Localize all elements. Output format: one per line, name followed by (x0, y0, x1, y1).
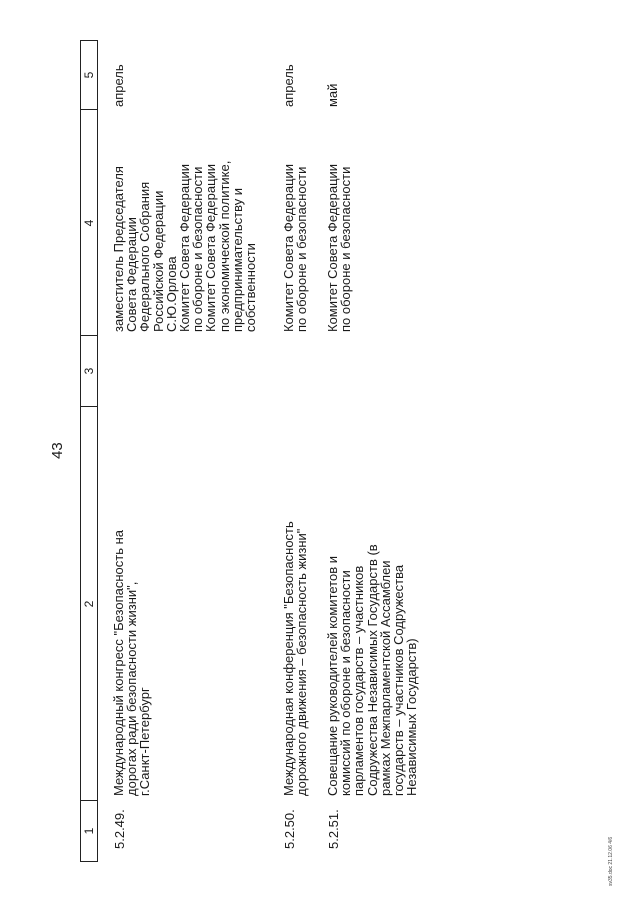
event-date: апрель (111, 64, 126, 107)
event-description: Международная конференция "Безопасность дорожного движения – безопасность жизни" (281, 521, 310, 796)
table-header-bottom-border (97, 40, 98, 862)
event-description: Совещание руководителей комитетов и комиссий по обороне и безопасности парламентов государств – участников Содружества Независимых Государств (в рамках Межпарламентской Ассамблеи государств – участников Содружества Независимых Государств) (325, 544, 420, 796)
column-header-5: 5 (82, 71, 96, 79)
column-divider-4-5 (80, 109, 98, 110)
responsible-party: Комитет Совета Федерации по обороне и безопасности (325, 163, 354, 332)
column-header-1: 1 (82, 827, 96, 835)
row-number: 5.2.51. (326, 809, 341, 849)
column-divider-1-2 (80, 800, 98, 801)
event-date: апрель (281, 64, 296, 107)
table-header-top-border (80, 40, 81, 862)
table-header-right-border (80, 40, 98, 41)
event-description: Международный конгресс "Безопасность на дорогах ради безопасности жизни", г.Санкт-Петербург (111, 529, 153, 796)
responsible-party: Комитет Совета Федерации по обороне и безопасности (281, 163, 310, 332)
row-number: 5.2.49. (112, 809, 127, 849)
row-number: 5.2.50. (282, 809, 297, 849)
column-header-2: 2 (82, 600, 96, 608)
column-divider-2-3 (80, 406, 98, 407)
document-footer-note: sv35.doc 21.12.06 4/6 (608, 836, 614, 886)
column-divider-3-4 (80, 335, 98, 336)
column-header-4: 4 (82, 219, 96, 227)
event-date: май (325, 83, 340, 107)
table-header-left-border (80, 861, 98, 862)
column-header-3: 3 (82, 367, 96, 375)
responsible-party: заместитель Председателя Совета Федерации Федерального Собрания Российской Федерации С.Ю.Орлова Комитет Совета Федерации по обороне и безопасности Комитет Совета Федерации по экономической политике, предпринимательству и собственности (111, 160, 259, 332)
page-number: 43 (49, 442, 66, 459)
